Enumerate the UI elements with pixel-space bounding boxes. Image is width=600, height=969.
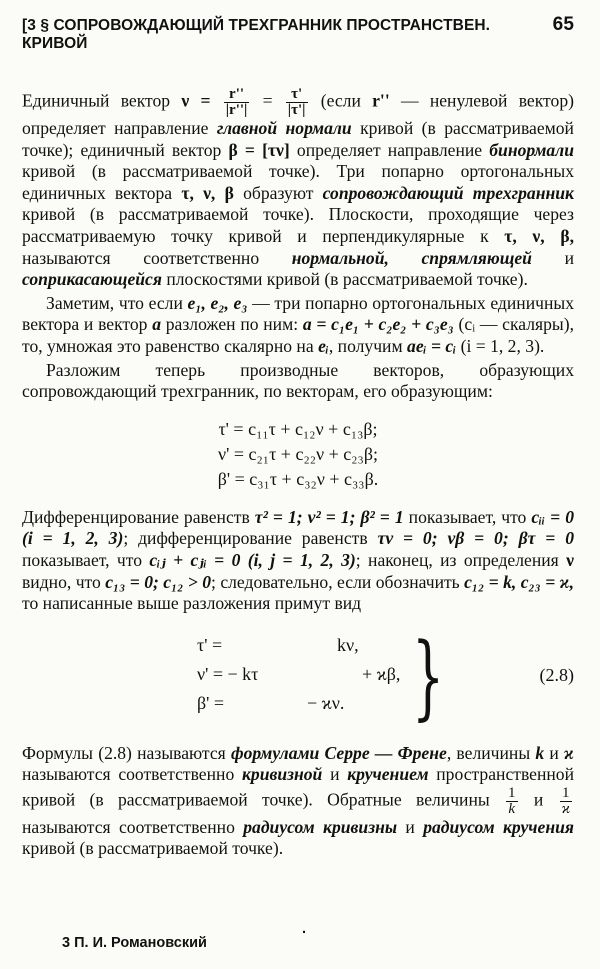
equation-nu: ν' = c₂₁τ + c₂₂ν + c₂₃β; xyxy=(218,443,378,464)
fraction-r: $\frac{r''}{|r''|}$ xyxy=(225,86,248,118)
derivative-equations xyxy=(22,417,574,491)
paragraph-2: Заметим, что если e₁, e₂, e₃ — три попарно ортогональных единичных вектора и вектор a разложен по ним: a = c₁e₁ + c₂e₂ + c₃e₃ (cᵢ — скаляры), то, умножая это равенство скалярно на eᵢ, получим aeᵢ = cᵢ (i = 1, 2, 3). xyxy=(22,292,574,356)
fraction-1-kappa: $\frac{1}{ϰ}$ xyxy=(561,784,570,817)
right-brace: } xyxy=(412,622,445,730)
term-serret-frenet: формулами Серре — Френе xyxy=(230,742,447,763)
serret-frenet-system: τ' = kν, ν' = − kτ + ϰβ, β' = − ϰν. } (2.8) xyxy=(197,622,574,730)
fraction-1-k: $\frac{1}{k}$ xyxy=(508,784,516,817)
term-main-normal: главной нормали xyxy=(216,118,352,138)
term-trihedron: сопровождающий трехгранник xyxy=(322,182,574,203)
fraction-tau: $\frac{\tau'}{|\tau'|}$ xyxy=(287,86,306,118)
signature-footer: 3 П. И. Романовский · xyxy=(62,925,307,951)
running-header xyxy=(22,14,574,53)
paragraph-5: Формулы (2.8) называются формулами Серре — Френе, величины k и ϰ называются соответственно кривизной и кручением пространственной кривой (в рассматриваемой точке). Обратные величины $\frac{1}{k}$ и $\frac{1}{ϰ}$ называются соответственно радиусом кривизны и радиусом кручения кривой (в рассматриваемой точке). xyxy=(22,742,575,859)
equation-number: (2.8) xyxy=(539,664,574,685)
term-curvature: кривизной xyxy=(241,764,323,785)
term-binormal: бинормали xyxy=(489,139,574,160)
header-title: [3 § СОПРОВОЖДАЮЩИЙ ТРЕХГРАННИК ПРОСТРАНСТВЕН. КРИВОЙ xyxy=(22,17,491,52)
page-number: 65 xyxy=(552,14,574,35)
equation-beta: β' = c₃₁τ + c₃₂ν + c₃₃β. xyxy=(217,468,379,489)
paragraph-4: Дифференцирование равенств τ² = 1; ν² = 1; β² = 1 показывает, что cᵢᵢ = 0 (i = 1, 2, 3); дифференцирование равенств τν = 0; νβ = 0; βτ = 0 показывает, что cᵢⱼ + cⱼᵢ = 0 (i, j = 1, 2, 3); наконец, из определения ν видно, что c₁₃ = 0; c₁₂ > 0; следовательно, если обозначить c₁₂ = k, c₂₃ = ϰ, то написанные выше разложения примут вид xyxy=(22,506,575,614)
paragraph-1: Единичный вектор ν = $\frac{r''}{|r''|}$ = $\frac{\tau'}{|\tau'|}$ (если r'' — ненулевой вектор) определяет направление главной нормали кривой (в рассматриваемой точке); единичный вектор β = [τν] определяет направление бинормали кривой (в рассматриваемой точке). Три попарно ортогональных единичных вектора τ, ν, β образуют сопровождающий трехгранник кривой (в рассматриваемой точке). Плоскости, проходящие через рассматриваемую точку кривой и перпендикулярные к τ, ν, β, называются соответственно нормальной, спрямляющей и соприкасающейся плоскостями кривой (в рассматриваемой точке). xyxy=(22,86,575,290)
term-torsion: кручением xyxy=(347,764,429,785)
equation-tau: τ' = c₁₁τ + c₁₂ν + c₁₃β; xyxy=(218,418,378,439)
paragraph-3: Разложим теперь производные векторов, образующих сопровождающий трехгранник, по векторам, его образующим: xyxy=(22,359,574,402)
